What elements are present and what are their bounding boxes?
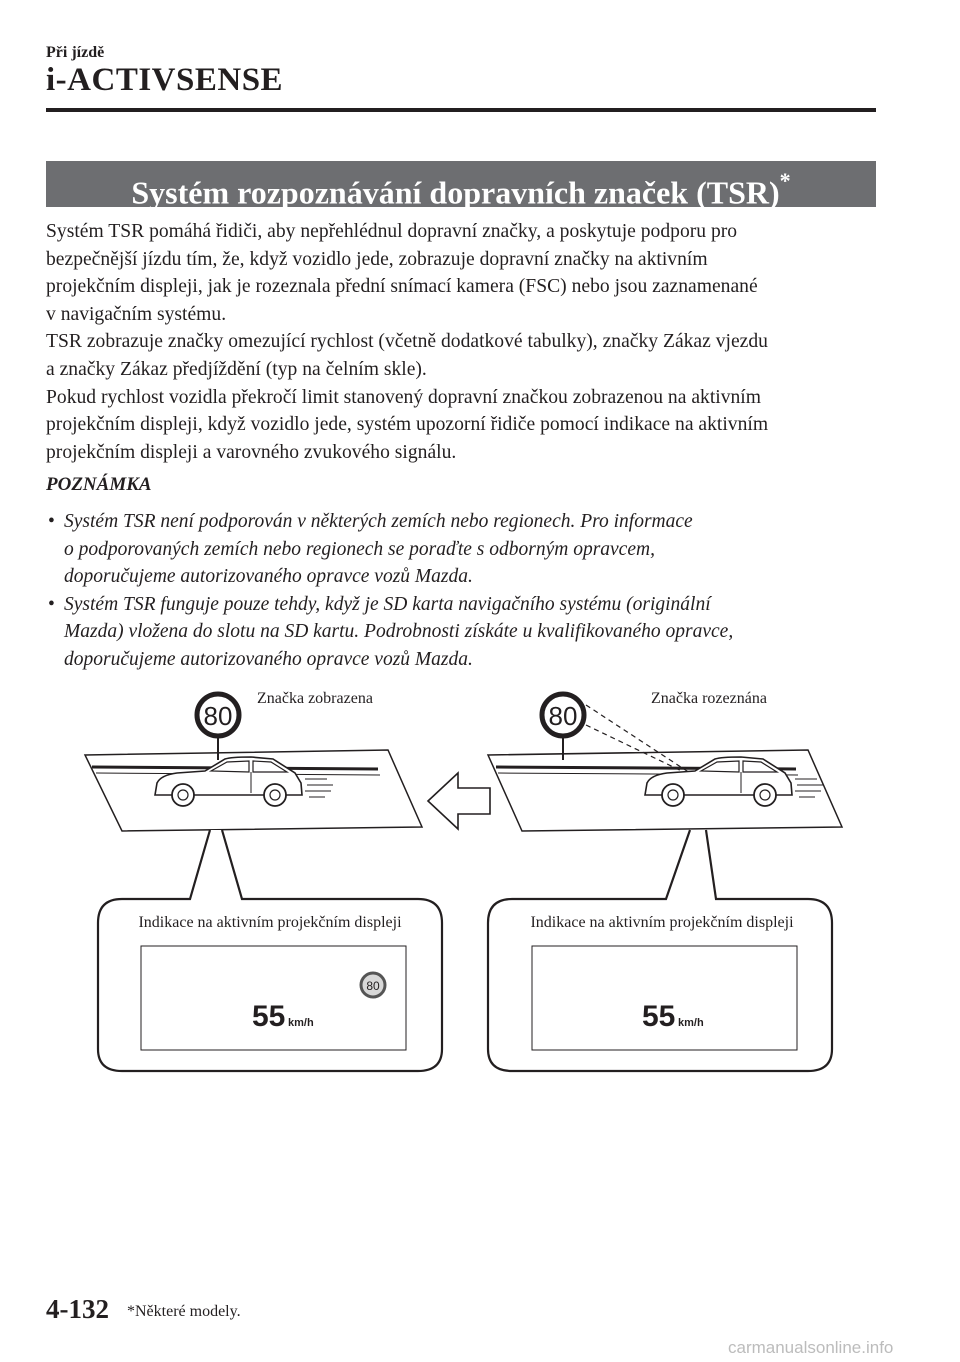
sign-value: 80 bbox=[548, 701, 578, 731]
paragraph-3 bbox=[46, 384, 886, 467]
section-banner bbox=[46, 161, 876, 211]
text-line: v navigačním systému. bbox=[46, 303, 227, 325]
body-text bbox=[46, 218, 886, 466]
text-line: Mazda) vložena do slotu na SD kartu. Podrobnosti získáte u kvalifikovaného opravce, bbox=[64, 621, 734, 643]
page-number: 4-132 bbox=[46, 1294, 109, 1324]
note-list bbox=[46, 508, 866, 674]
hud-speed-left: 55 bbox=[252, 1000, 286, 1033]
text-line: a značky Zákaz předjíždění (typ na čelním skle). bbox=[46, 358, 427, 380]
footnote-mark: * bbox=[779, 168, 791, 193]
note-item bbox=[46, 508, 866, 591]
note-item bbox=[46, 591, 866, 674]
text-line: doporučujeme autorizovaného opravce vozů Mazda. bbox=[64, 566, 473, 588]
text-line: TSR zobrazuje značky omezující rychlost (včetně dodatkové tabulky), značky Zákaz vjezdu bbox=[46, 331, 768, 353]
text-line: projekčním displeji a varovného zvukového signálu. bbox=[46, 441, 457, 463]
hud-unit-left: km/h bbox=[288, 1017, 314, 1029]
breadcrumb: Při jízdě bbox=[46, 44, 105, 61]
paragraph-2 bbox=[46, 328, 886, 383]
left-caption: Značka zobrazena bbox=[257, 690, 373, 707]
text-line: projekčním displeji, když vozidlo jede, systém upozorní řidiče pomocí indikace na aktivním bbox=[46, 414, 769, 436]
text-line: bezpečnější jízdu tím, že, když vozidlo jede, zobrazuje dopravní značky na aktivním bbox=[46, 248, 708, 270]
hud-sign-value: 80 bbox=[366, 979, 380, 993]
text-line: doporučujeme autorizovaného opravce vozů Mazda. bbox=[64, 648, 473, 670]
hud-screen-left bbox=[141, 946, 406, 1050]
arrow-left-icon bbox=[428, 773, 490, 829]
note-title: POZNÁMKA bbox=[46, 474, 152, 495]
text-line: o podporovaných zemích nebo regionech se poraďte s odborným opravcem, bbox=[64, 538, 655, 560]
header-rule bbox=[46, 108, 876, 112]
bullet-icon: • bbox=[48, 593, 55, 615]
footnote: *Některé modely. bbox=[127, 1303, 241, 1320]
tsr-illustration bbox=[0, 675, 960, 1095]
text-line: Systém TSR funguje pouze tehdy, když je SD karta navigačního systému (originální bbox=[64, 593, 711, 615]
right-caption: Značka rozeznána bbox=[651, 690, 767, 707]
text-line: Pokud rychlost vozidla překročí limit stanovený dopravní značkou zobrazenou na aktivním bbox=[46, 386, 761, 408]
bullet-icon: • bbox=[48, 511, 55, 532]
text-line: projekčním displeji, jak je rozeznala přední snímací kamera (FSC) nebo jsou zaznamenané bbox=[46, 276, 758, 298]
sign-value: 80 bbox=[203, 701, 233, 731]
hud-screen-right bbox=[532, 946, 797, 1050]
hud-label-right: Indikace na aktivním projekčním displeji bbox=[530, 914, 794, 931]
text-line: Systém TSR není podporován v některých zemích nebo regionech. Pro informace bbox=[64, 511, 693, 532]
chapter-title: i-ACTIVSENSE bbox=[46, 62, 284, 98]
hud-unit-right: km/h bbox=[678, 1017, 704, 1029]
hud-label-left: Indikace na aktivním projekčním displeji bbox=[138, 914, 402, 931]
paragraph-1 bbox=[46, 218, 886, 328]
watermark: carmanualsonline.info bbox=[728, 1338, 894, 1357]
hud-speed-right: 55 bbox=[642, 1000, 676, 1033]
text-line: Systém TSR pomáhá řidiči, aby nepřehlédnul dopravní značky, a poskytuje podporu pro bbox=[46, 221, 738, 242]
section-title: Systém rozpoznávání dopravních značek (TSR) bbox=[131, 174, 780, 211]
